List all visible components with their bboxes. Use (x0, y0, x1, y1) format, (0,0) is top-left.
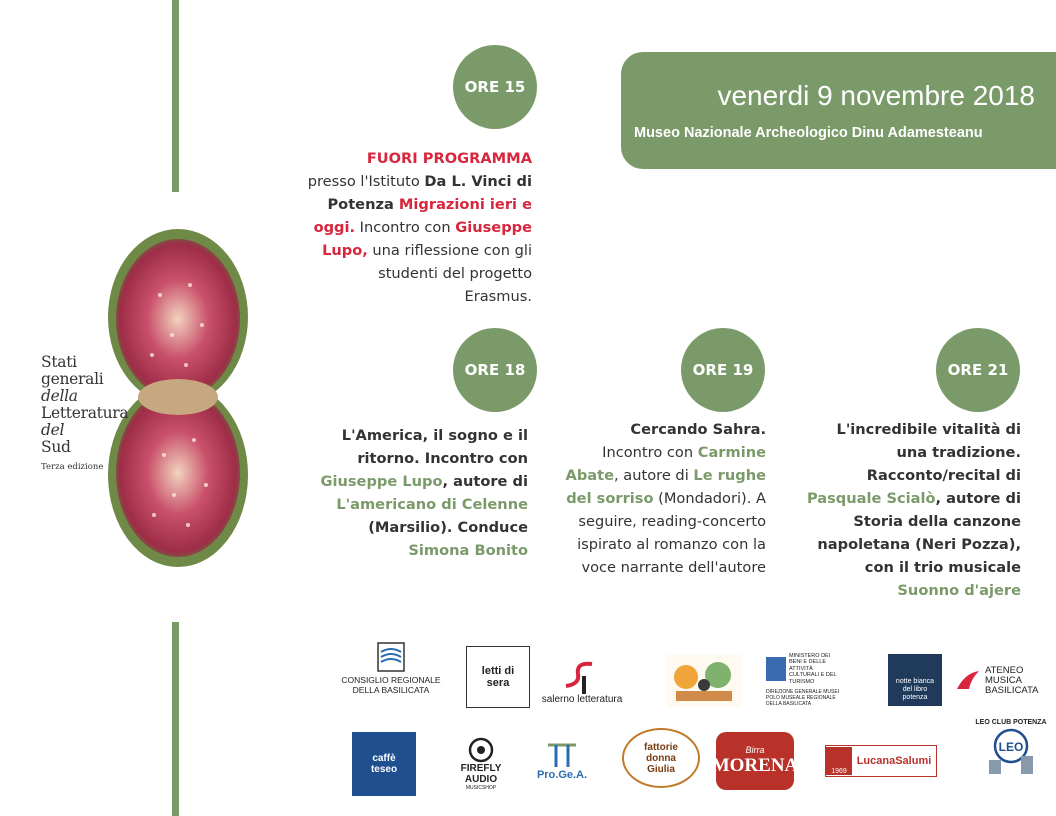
event-venue: Museo Nazionale Archeologico Dinu Adamesteanu (634, 125, 983, 141)
consiglio-label: CONSIGLIO REGIONALE DELLA BASILICATA (341, 674, 441, 695)
lucana-label: LucanaSalumi (856, 755, 932, 767)
time-badge-15: ORE 15 (453, 45, 537, 129)
ateneo-label: ATENEO MUSICA BASILICATA (985, 665, 1039, 696)
fattorie-label: fattorie donna Giulia (644, 741, 678, 775)
event-text-fragment: Migrazioni ieri e oggi. (313, 196, 532, 236)
event-text-fragment: Cercando Sahra. (630, 421, 766, 438)
caffe-label: caffè teseo (370, 753, 398, 775)
bottom-accent-bar (172, 622, 179, 816)
title-line-3: della (41, 387, 78, 405)
logo-notte-bianca (888, 654, 942, 706)
logo-consiglio-regionale (338, 638, 444, 698)
logo-ateneo (954, 664, 1038, 698)
logo-fattorie-donna-giulia (622, 728, 700, 788)
top-accent-bar (172, 0, 179, 192)
logo-progea (530, 734, 594, 786)
progea-mark-icon (542, 739, 582, 769)
event-text-fragment: Simona Bonito (408, 542, 528, 559)
notte-bianca-label: notte bianca del libro potenza (895, 678, 935, 701)
title-line-4: Letteratura (41, 404, 129, 422)
headphones-icon (468, 737, 494, 763)
logo-ministero (766, 652, 846, 708)
logo-lucana-salumi (825, 745, 937, 777)
letti-di-sera-label: letti di sera (481, 665, 515, 689)
event-text-fragment: (Marsilio). Conduce (368, 519, 528, 536)
event-text-fragment: Le rughe del sorriso (566, 467, 766, 507)
date-header (621, 52, 1056, 169)
event-text-fragment: Giuseppe Lupo (320, 473, 443, 490)
logo-leo-club (970, 706, 1052, 786)
event-text-fragment: , autore di (442, 473, 528, 490)
logo-letti-di-sera (466, 646, 530, 708)
logo-caffe-teseo (352, 732, 416, 796)
event-text-fragment: una riflessione con gli studenti del progetto Erasmus. (367, 242, 532, 305)
event-text-fragment: Carmine Abate (565, 444, 766, 484)
event-text-fragment: L'incredibile vitalità di una tradizione. Racconto/recital di (836, 421, 1021, 484)
salerno-label: salerno letteratura (541, 693, 623, 705)
leo-club-label: LEO CLUB POTENZA (975, 718, 1047, 726)
firefly-sub-label: MUSICSHOP (465, 785, 497, 791)
leo-emblem-icon (985, 726, 1037, 774)
event-text-fragment: (Mondadori). A seguire, reading-concerto ispirato al romanzo con la voce narrante dell'autore (577, 490, 766, 576)
logo-firefly-audio (444, 736, 518, 792)
event-text-fragment: FUORI PROGRAMMA (366, 150, 532, 167)
event-text-fragment: , autore di Storia della canzone napoletana (Neri Pozza), con il trio musicale (817, 490, 1021, 576)
autumn-illustration-icon (666, 655, 742, 707)
event-19-description (548, 418, 766, 579)
event-text-fragment: Incontro con (355, 219, 456, 236)
birra-top-label: Birra (745, 745, 765, 755)
firefly-label: FIREFLY AUDIO (460, 763, 502, 785)
edition-label: Terza edizione (41, 462, 104, 472)
event-18-description (306, 424, 528, 562)
time-badge-21: ORE 21 (936, 328, 1020, 412)
ministero-sub-label: DIREZIONE GENERALE MUSEI POLO MUSEALE REGIONALE DELLA BASILICATA (766, 689, 840, 708)
logo-illustration (666, 655, 742, 707)
logo-salerno-letteratura (540, 652, 624, 712)
event-date: venerdi 9 novembre 2018 (717, 80, 1035, 111)
event-text-fragment: Suonno d'ajere (897, 582, 1021, 599)
wing-icon (955, 669, 981, 693)
svg-text:LEO: LEO (998, 739, 1024, 754)
title-line-5: del (41, 421, 65, 439)
event-text-fragment: L'americano di Celenne (336, 496, 528, 513)
title-line-2: generali (41, 370, 104, 388)
event-text-fragment: Pasquale Scialò (806, 490, 936, 507)
event-15-description (306, 147, 532, 308)
event-text-fragment: Incontro con (602, 444, 698, 461)
title-line-6: Sud (41, 438, 71, 456)
event-text-fragment: , autore di (614, 467, 694, 484)
progea-label: Pro.Ge.A. (536, 769, 588, 781)
event-text-fragment: presso l'Istituto (307, 173, 425, 190)
salerno-mark-icon (562, 660, 602, 694)
birra-label: MORENA (711, 755, 799, 776)
event-text-fragment: Giuseppe Lupo, (322, 219, 532, 259)
lucana-year: 1969 (826, 747, 852, 775)
ministero-emblem-icon (766, 657, 786, 681)
ministero-label: MINISTERO DEI BENI E DELLE ATTIVITÀ CULTURALI E DEL TURISMO (789, 652, 837, 685)
event-21-description (805, 418, 1021, 602)
logo-birra-morena (711, 732, 799, 790)
time-badge-18: ORE 18 (453, 328, 537, 412)
event-text-fragment: Da L. Vinci di Potenza (327, 173, 532, 213)
event-text-fragment: L'America, il sogno e il ritorno. Incontro con (341, 427, 528, 467)
title-line-1: Stati (41, 353, 77, 371)
book-title (41, 354, 128, 472)
crest-icon (377, 642, 405, 672)
time-badge-19: ORE 19 (681, 328, 765, 412)
